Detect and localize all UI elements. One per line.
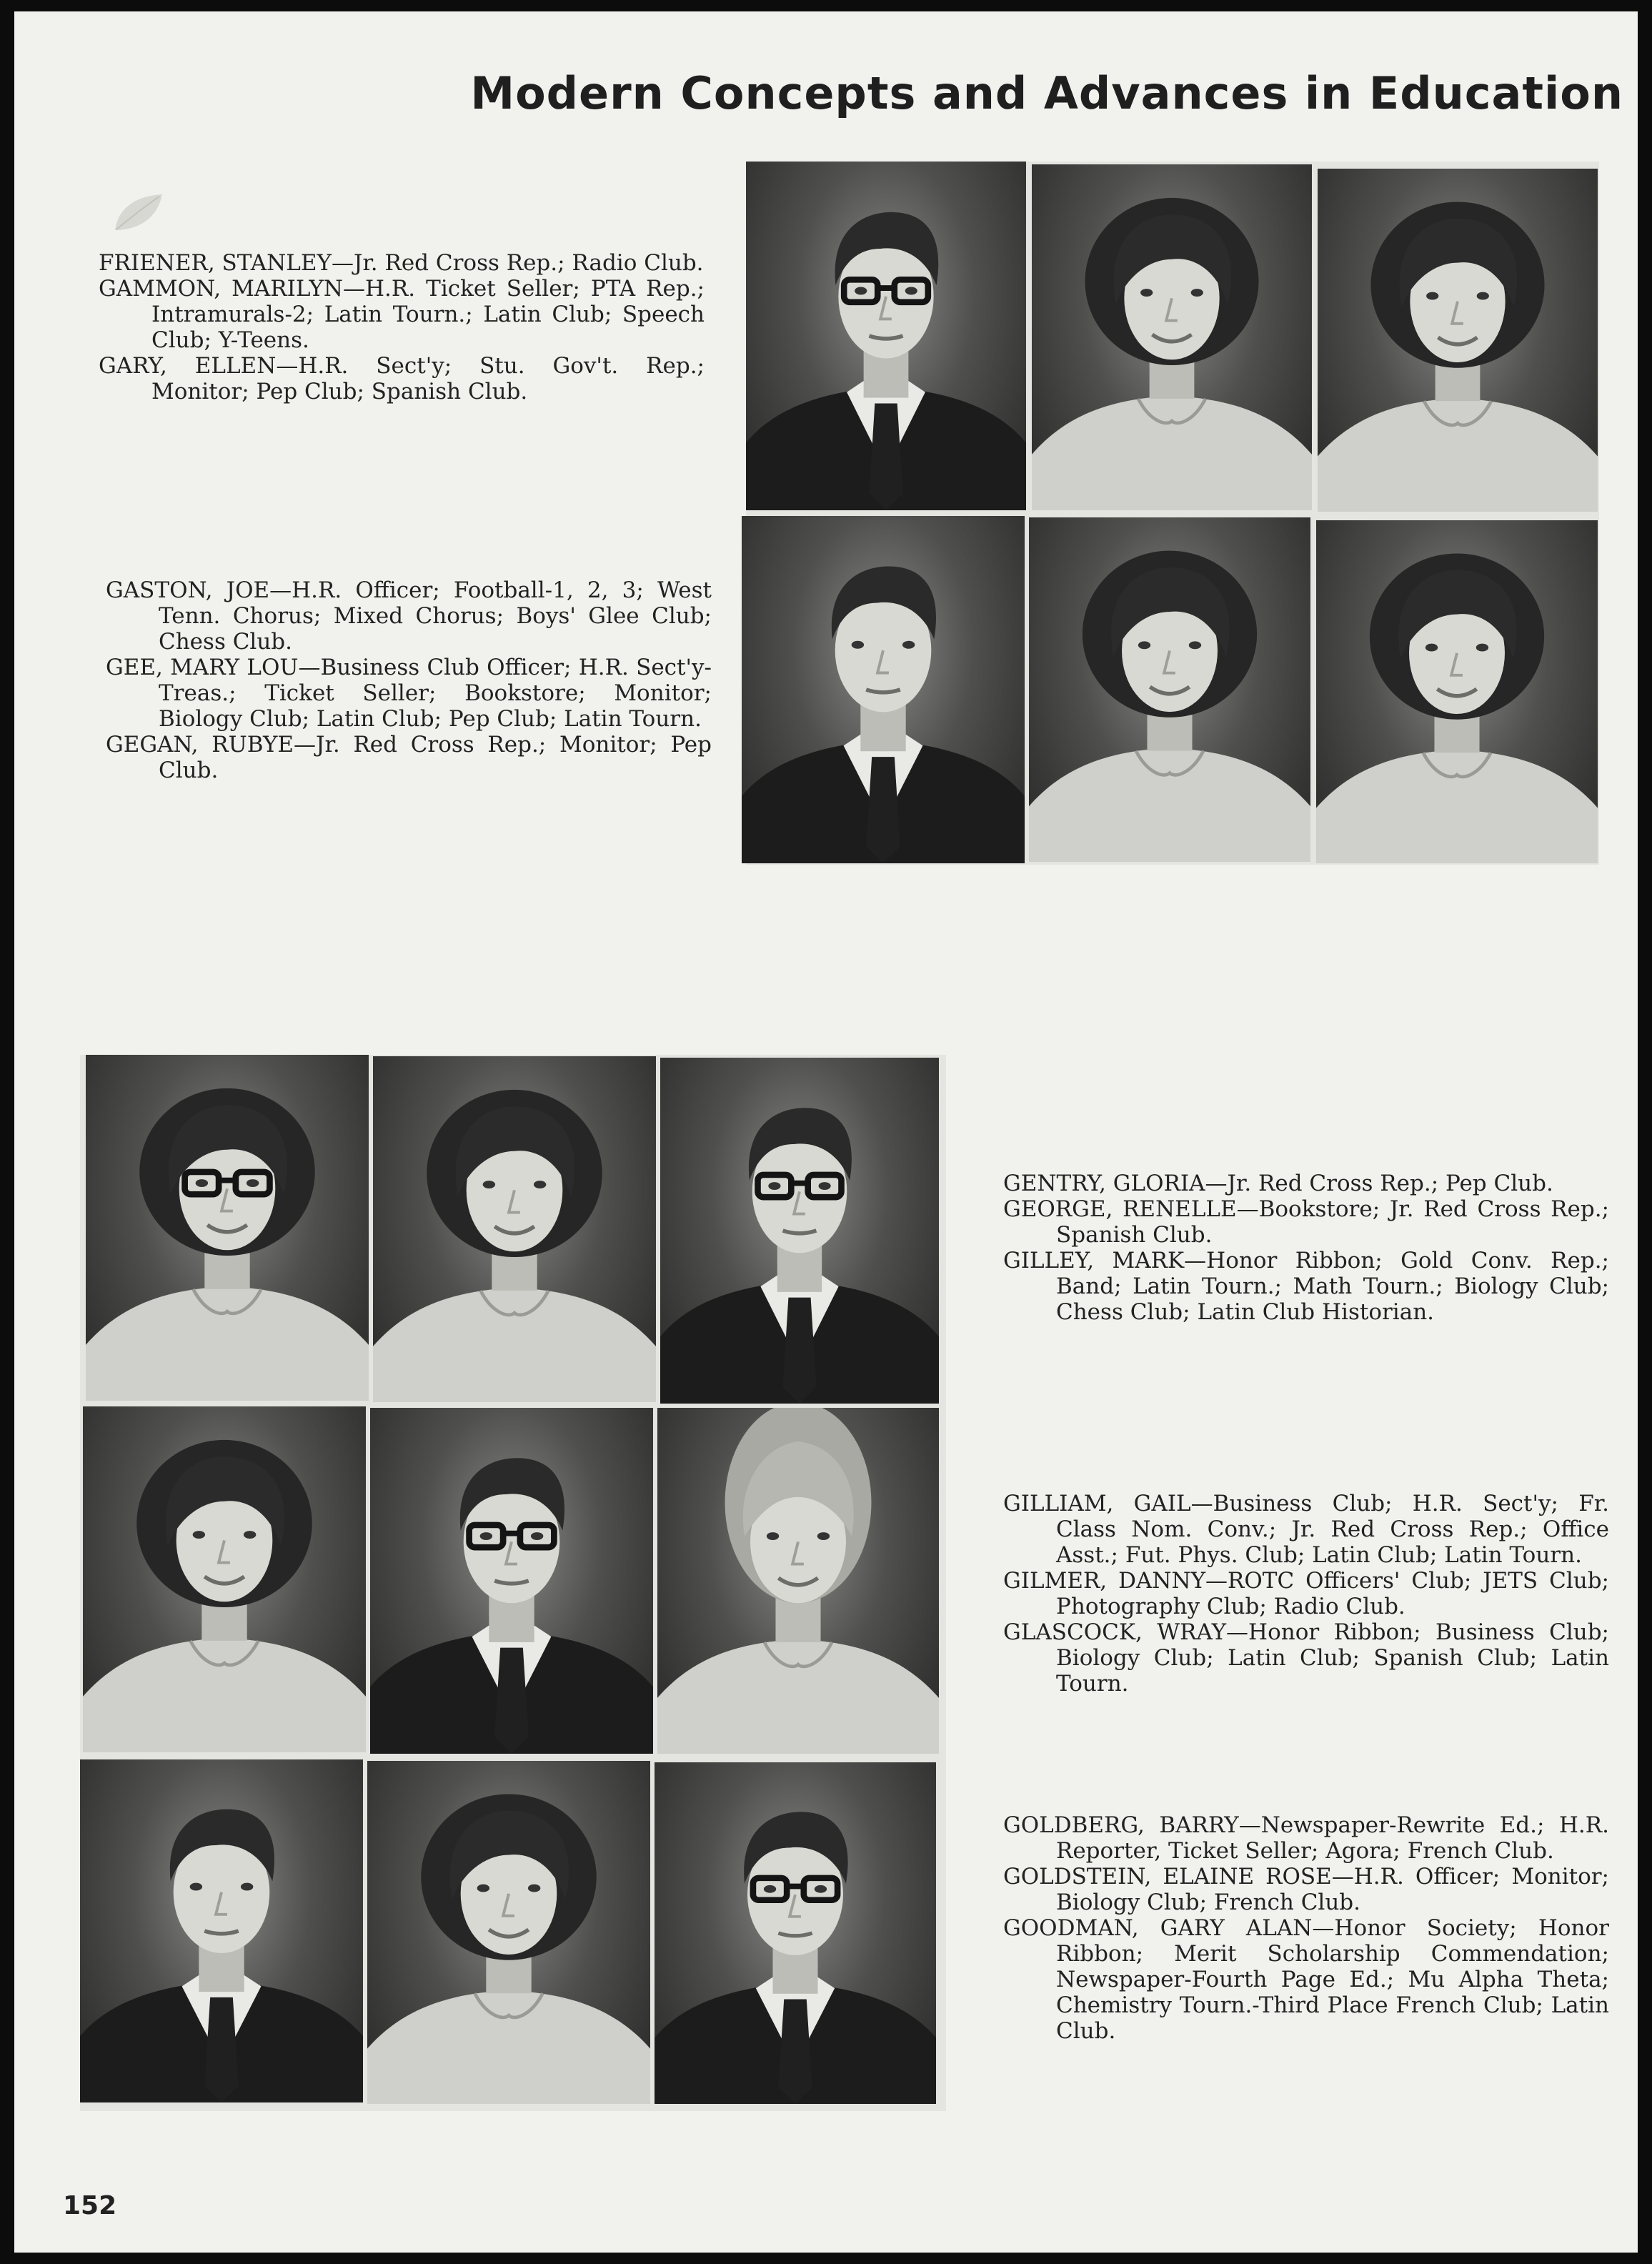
page-title: Modern Concepts and Advances in Education [470, 67, 1623, 119]
student-portrait [657, 1408, 939, 1754]
student-portrait [1032, 164, 1312, 510]
portrait-grid-bottom [80, 1055, 946, 2111]
student-portrait [367, 1761, 650, 2104]
student-portrait [373, 1056, 656, 1402]
student-portrait [86, 1055, 369, 1401]
student-entry: GLASCOCK, WRAY—Honor Ribbon; Business Club; Biology Club; Latin Club; Spanish Club; Latin Tourn. [1003, 1619, 1609, 1697]
student-portrait [655, 1762, 936, 2104]
page-number: 152 [63, 2191, 117, 2220]
entries-group-2 [106, 577, 712, 783]
student-entry: GASTON, JOE—H.R. Officer; Football-1, 2, 3; West Tenn. Chorus; Mixed Chorus; Boys' Glee Club; Chess Club. [106, 577, 712, 655]
student-entry: GAMMON, MARILYN—H.R. Ticket Seller; PTA Rep.; Intramurals-2; Latin Tourn.; Latin Club; Speech Club; Y-Teens. [99, 276, 705, 353]
student-portrait [83, 1406, 366, 1752]
student-entry: GILMER, DANNY—ROTC Officers' Club; JETS Club; Photography Club; Radio Club. [1003, 1568, 1609, 1619]
student-entry: GOODMAN, GARY ALAN—Honor Society; Honor Ribbon; Merit Scholarship Commendation; Newspaper-Fourth Page Ed.; Mu Alpha Theta; Chemistry Tourn.-Third Place French Club; Latin Club. [1003, 1915, 1609, 2044]
student-entry: GILLIAM, GAIL—Business Club; H.R. Sect'y; Fr. Class Nom. Conv.; Jr. Red Cross Rep.; Office Asst.; Fut. Phys. Club; Latin Club; Latin Tourn. [1003, 1491, 1609, 1568]
entries-group-1 [99, 250, 705, 404]
entries-group-4 [1003, 1491, 1609, 1697]
portrait-grid-top [746, 162, 1599, 865]
student-portrait [370, 1408, 653, 1754]
student-portrait [742, 516, 1025, 863]
student-entry: GEORGE, RENELLE—Bookstore; Jr. Red Cross Rep.; Spanish Club. [1003, 1196, 1609, 1248]
entries-group-3 [1003, 1171, 1609, 1325]
student-entry: FRIENER, STANLEY—Jr. Red Cross Rep.; Radio Club. [99, 250, 704, 276]
student-entry: GOLDSTEIN, ELAINE ROSE—H.R. Officer; Monitor; Biology Club; French Club. [1003, 1864, 1609, 1915]
student-portrait [80, 1759, 363, 2102]
student-portrait [1316, 520, 1598, 863]
leaf-emblem-icon [111, 190, 166, 234]
student-entry: GILLEY, MARK—Honor Ribbon; Gold Conv. Rep.; Band; Latin Tourn.; Math Tourn.; Biology Club; Chess Club; Latin Club Historian. [1003, 1248, 1609, 1325]
student-entry: GEGAN, RUBYE—Jr. Red Cross Rep.; Monitor; Pep Club. [106, 732, 712, 783]
student-entry: GOLDBERG, BARRY—Newspaper-Rewrite Ed.; H.R. Reporter, Ticket Seller; Agora; French Club. [1003, 1812, 1609, 1864]
student-portrait [1029, 517, 1310, 862]
student-portrait [746, 162, 1026, 510]
student-portrait [660, 1058, 939, 1404]
student-entry: GENTRY, GLORIA—Jr. Red Cross Rep.; Pep Club. [1003, 1171, 1553, 1196]
student-entry: GARY, ELLEN—H.R. Sect'y; Stu. Gov't. Rep.; Monitor; Pep Club; Spanish Club. [99, 353, 705, 404]
entries-group-5 [1003, 1812, 1609, 2044]
student-portrait [1318, 169, 1598, 512]
student-entry: GEE, MARY LOU—Business Club Officer; H.R. Sect'y-Treas.; Ticket Seller; Bookstore; Monitor; Biology Club; Latin Club; Pep Club; Latin Tourn. [106, 655, 712, 732]
yearbook-page [14, 11, 1638, 2253]
